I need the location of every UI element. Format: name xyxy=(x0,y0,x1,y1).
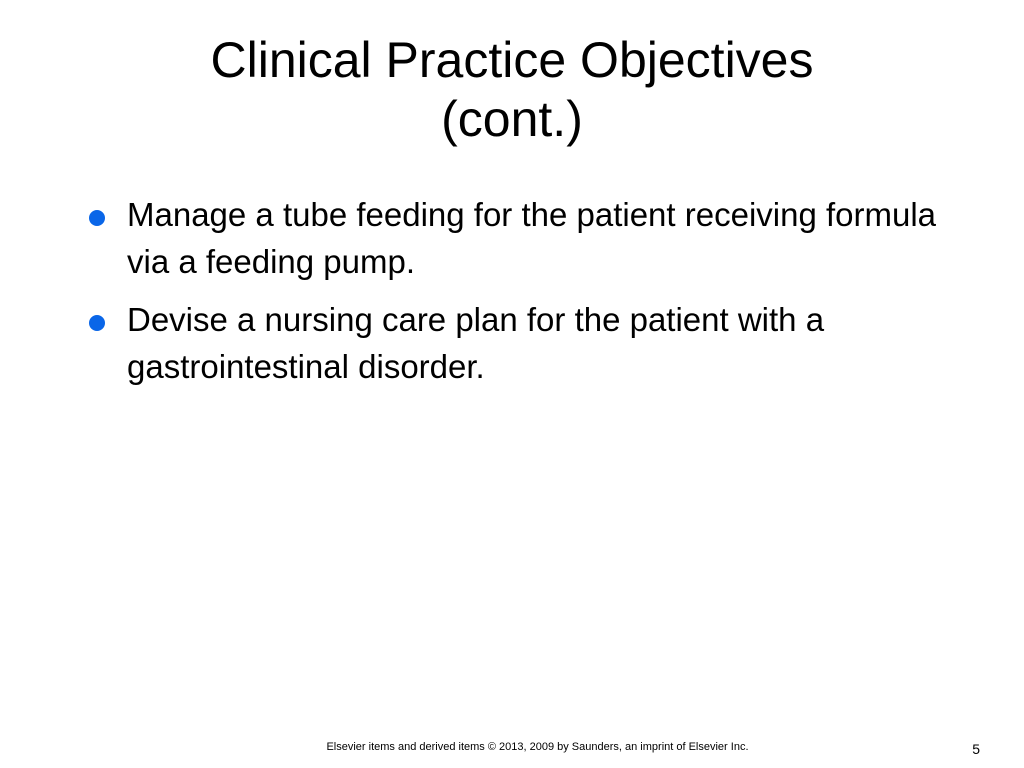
bullet-dot-icon xyxy=(89,210,105,226)
slide-title xyxy=(100,31,924,149)
slide-title-line-2: (cont.) xyxy=(441,91,583,147)
bullet-text-2: Devise a nursing care plan for the patient with a gastrointestinal disorder. xyxy=(127,301,825,385)
bullet-text-1: Manage a tube feeding for the patient receiving formula via a feeding pump. xyxy=(127,196,937,280)
bullet-item-1 xyxy=(86,191,956,285)
bullet-item-2 xyxy=(86,296,956,390)
slide-title-line-1: Clinical Practice Objectives xyxy=(210,32,814,88)
bullet-dot-icon xyxy=(89,315,105,331)
bullet-list xyxy=(86,191,956,401)
copyright-footer: Elsevier items and derived items © 2013, 2009 by Saunders, an imprint of Elsevier Inc. xyxy=(326,741,749,753)
page-number: 5 xyxy=(972,741,980,757)
